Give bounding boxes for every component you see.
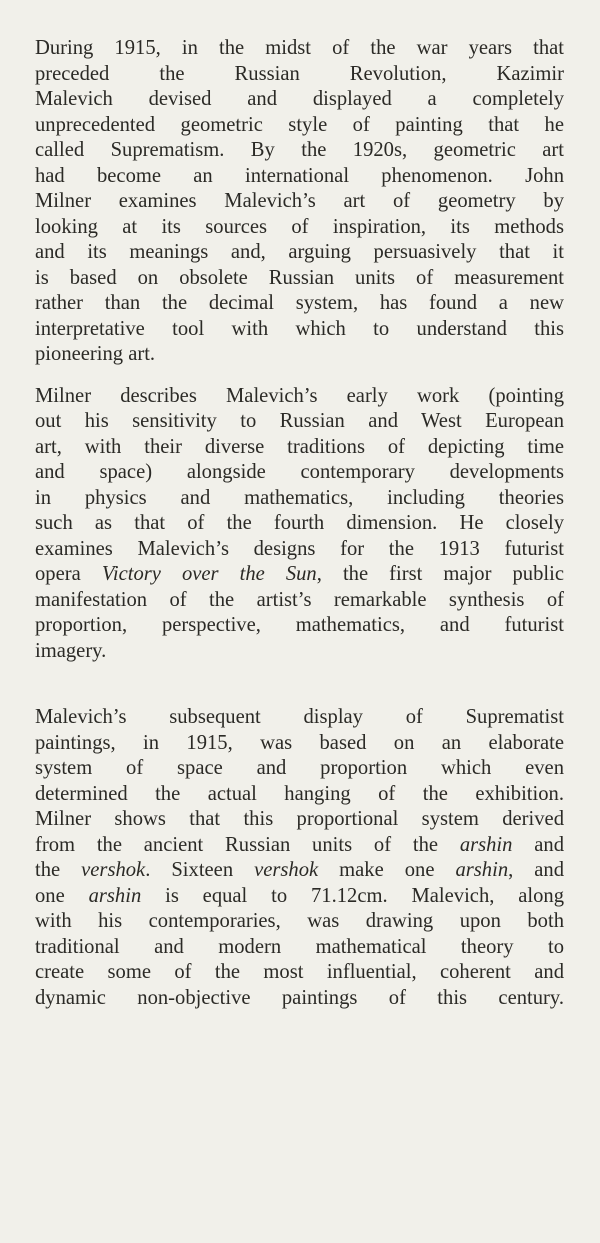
text-line: Milner describes Malevich’s early work (pointing bbox=[35, 384, 564, 407]
text-line: create some of the most influential, coherent and bbox=[35, 961, 564, 983]
text-run: , and bbox=[508, 859, 564, 881]
text-line: in physics and mathematics, including theories bbox=[35, 486, 564, 509]
text-run: is equal to 71.12cm. Malevich, along bbox=[141, 884, 564, 907]
text-run: and bbox=[512, 833, 564, 856]
opera-title: Victory over the Sun bbox=[101, 563, 317, 585]
text-line: examines Malevich’s designs for the 1913 futurist bbox=[35, 537, 564, 560]
term-arshin: arshin bbox=[455, 859, 509, 881]
text-run: the bbox=[35, 859, 82, 881]
text-line bbox=[35, 562, 564, 588]
text-line: During 1915, in the midst of the war years that bbox=[35, 37, 564, 59]
text-line: had become an international phenomenon. John bbox=[35, 164, 564, 187]
text-line: pioneering art. bbox=[35, 343, 156, 365]
text-line: and space) alongside contemporary developments bbox=[35, 461, 564, 483]
text-run: from the ancient Russian units of the bbox=[35, 833, 460, 856]
text-line: Malevich’s subsequent display of Suprematist bbox=[35, 706, 564, 728]
term-arshin: arshin bbox=[88, 884, 142, 907]
text-line: dynamic non-objective paintings of this century. bbox=[35, 986, 564, 1009]
text-line: interpretative tool with which to understand this bbox=[35, 317, 564, 340]
text-line: determined the actual hanging of the exhibition. bbox=[35, 782, 564, 805]
text-run: make one bbox=[318, 859, 456, 881]
text-line: unprecedented geometric style of painting that he bbox=[35, 113, 564, 136]
text-line bbox=[35, 858, 564, 884]
term-arshin: arshin bbox=[459, 833, 513, 856]
text-line: and its meanings and, arguing persuasively that it bbox=[35, 241, 564, 263]
text-run: opera bbox=[35, 563, 102, 585]
text-line: Milner examines Malevich’s art of geometry by bbox=[35, 190, 564, 212]
text-line: is based on obsolete Russian units of measurement bbox=[35, 266, 564, 289]
text-line: with his contemporaries, was drawing upon both bbox=[35, 910, 564, 932]
text-line bbox=[35, 884, 564, 910]
text-line: proportion, perspective, mathematics, and futurist bbox=[35, 614, 564, 636]
term-vershok: vershok bbox=[81, 859, 146, 881]
text-line: out his sensitivity to Russian and West European bbox=[35, 410, 564, 432]
text-line: traditional and modern mathematical theory to bbox=[35, 935, 564, 958]
text-line: preceded the Russian Revolution, Kazimir bbox=[35, 62, 564, 85]
paragraph-1 bbox=[35, 36, 564, 368]
paragraph-3 bbox=[35, 705, 564, 1011]
text-line: called Suprematism. By the 1920s, geometric art bbox=[35, 139, 564, 161]
text-line: Malevich devised and displayed a completely bbox=[35, 88, 564, 110]
text-run: one bbox=[35, 884, 89, 907]
text-line: such as that of the fourth dimension. He closely bbox=[35, 512, 564, 534]
text-line: imagery. bbox=[35, 639, 107, 662]
text-line: Milner shows that this proportional system derived bbox=[35, 808, 564, 830]
text-run: . Sixteen bbox=[145, 859, 255, 881]
text-line: manifestation of the artist’s remarkable synthesis of bbox=[35, 588, 564, 611]
paragraph-2 bbox=[35, 384, 564, 665]
text-line bbox=[35, 833, 564, 859]
text-run: , the first major public bbox=[316, 563, 564, 585]
text-line: rather than the decimal system, has found a new bbox=[35, 292, 564, 314]
text-line: looking at its sources of inspiration, its methods bbox=[35, 215, 564, 238]
text-line: art, with their diverse traditions of depicting time bbox=[35, 435, 564, 458]
term-vershok: vershok bbox=[254, 859, 319, 881]
text-line: paintings, in 1915, was based on an elaborate bbox=[35, 731, 564, 754]
text-line: system of space and proportion which even bbox=[35, 757, 564, 779]
